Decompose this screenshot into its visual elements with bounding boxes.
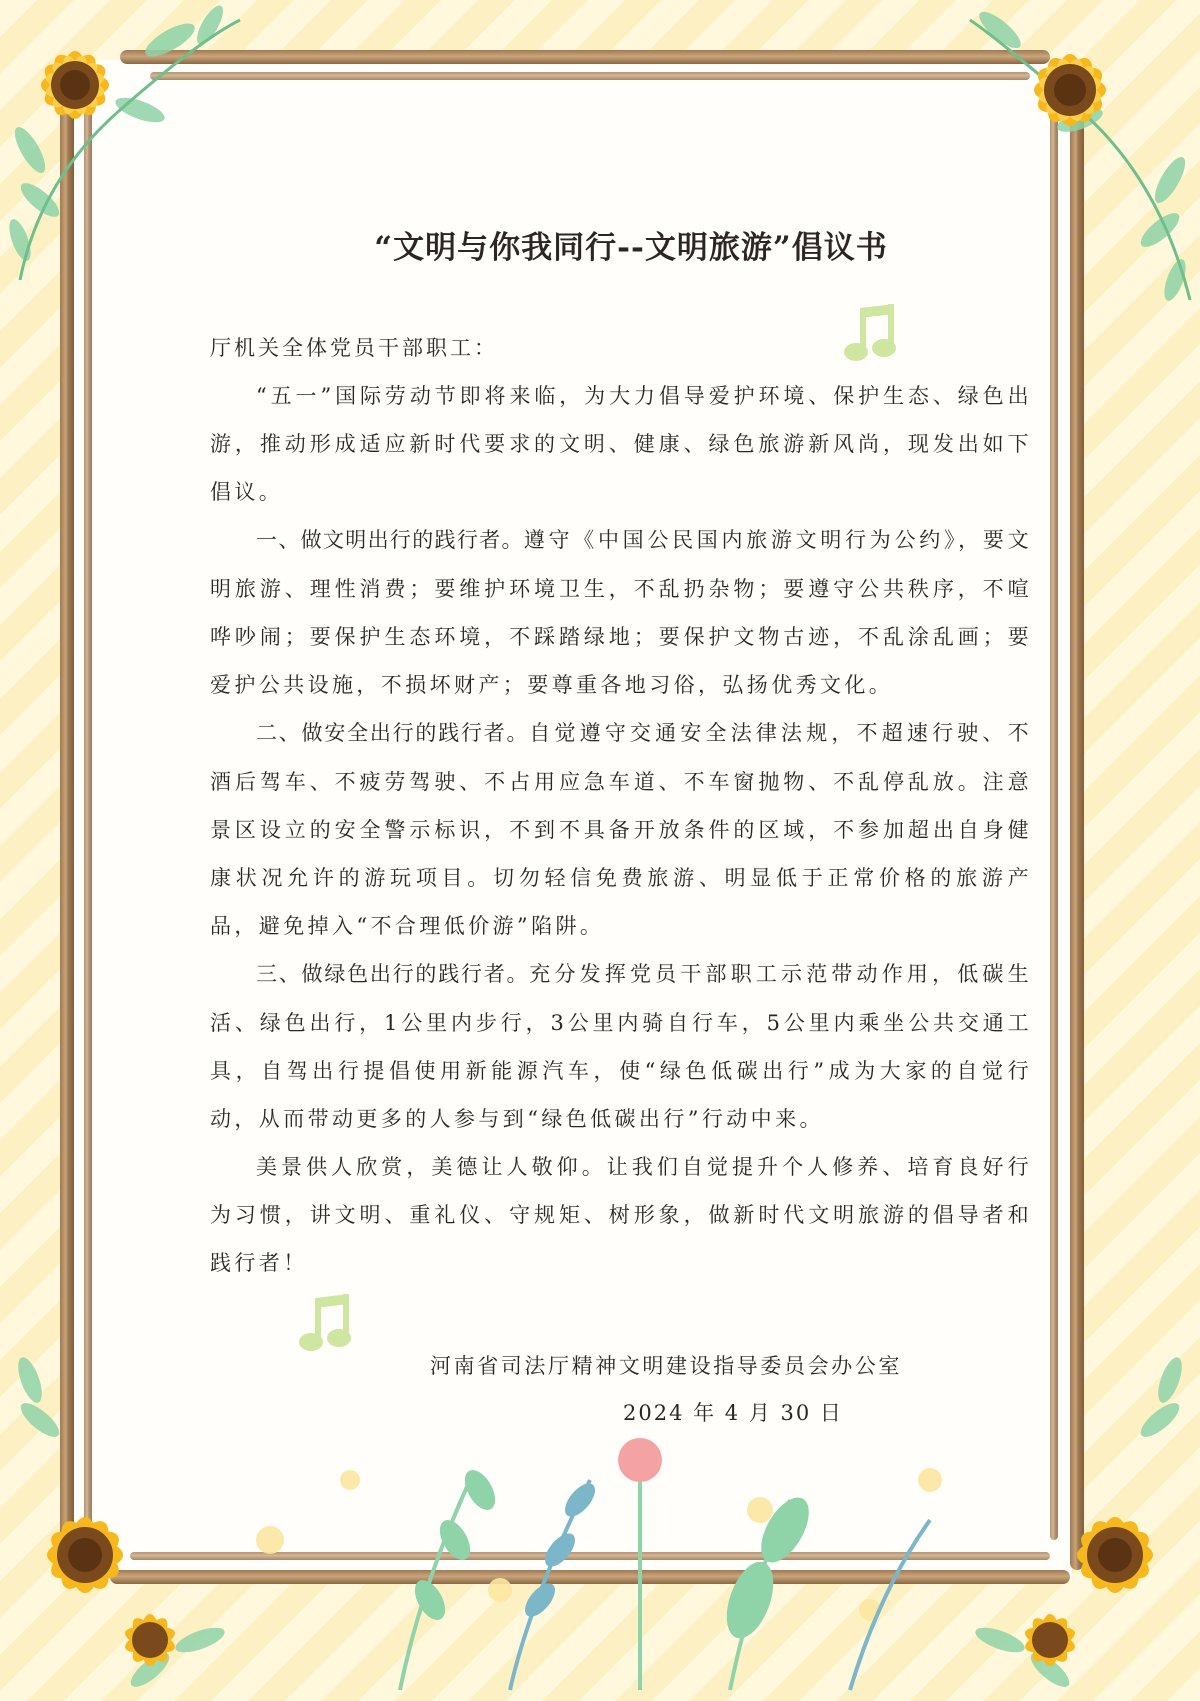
signature-date: 2024 年 4 月 30 日 <box>623 1401 843 1425</box>
frame-left-inner <box>84 110 92 1540</box>
section-heading: 一、做文明出行的践行者。 <box>256 529 524 552</box>
section-heading: 二、做安全出行的践行者。 <box>256 722 530 745</box>
section-body: 自觉遵守交通安全法律法规，不超速行驶、不酒后驾车、不疲劳驾驶、不占用应急车道、不车窗抛物、不乱停乱放。注意景区设立的安全警示标识，不到不具备开放条件的区域，不参加超出自身健康状况允许的游玩项目。切勿轻信免费旅游、明显低于正常价格的旅游产品，避免掉入“不合理低价游”陷阱。 <box>210 721 1033 938</box>
signature-organization: 河南省司法厅精神文明建设指导委员会办公室 <box>430 1354 902 1378</box>
sunflower-bottom-right-small-icon <box>1000 1590 1100 1690</box>
bottom-flower-garden-icon <box>230 1420 990 1701</box>
letter-body <box>210 222 1032 1287</box>
frame-top-inner <box>150 72 1030 80</box>
frame-right-inner <box>1050 110 1058 1540</box>
section-paragraph <box>210 950 1032 1143</box>
greeting: 厅机关全体党员干部职工： <box>210 336 498 360</box>
document-title: “文明与你我同行--文明旅游”倡议书 <box>374 230 888 266</box>
section-heading: 三、做绿色出行的践行者。 <box>256 963 530 986</box>
intro-paragraph: “五一”国际劳动节即将来临，为大力倡导爱护环境、保护生态、绿色出游，推动形成适应新时代要求的文明、健康、绿色旅游新风尚，现发出如下倡议。 <box>210 384 1032 504</box>
section-body: 遵守《中国公民国内旅游文明行为公约》，要文明旅游、理性消费；要维护环境卫生，不乱扔杂物；要遵守公共秩序，不喧哗吵闹；要保护生态环境，不踩踏绿地；要保护文物古迹，不乱涂乱画；要爱护公共设施，不损坏财产；要尊重各地习俗，弘扬优秀文化。 <box>210 528 1033 697</box>
closing-paragraph: 美景供人欣赏，美德让人敬仰。让我们自觉提升个人修养、培育良好行为习惯，讲文明、重礼仪、守规矩、树形象，做新时代文明旅游的倡导者和践行者！ <box>210 1155 1032 1275</box>
section-body: 充分发挥党员干部职工示范带动作用，低碳生活、绿色出行，1公里内步行，3公里内骑自行车，5公里内乘坐公共交通工具，自驾出行提倡使用新能源汽车，使“绿色低碳出行”成为大家的自觉行动，从而带动更多的人参与到“绿色低碳出行”行动中来。 <box>210 962 1033 1131</box>
section-paragraph <box>210 516 1032 709</box>
section-paragraph <box>210 709 1032 950</box>
music-note-icon <box>295 1290 365 1360</box>
sunflower-top-right-icon <box>1000 20 1140 160</box>
sunflower-bottom-left-small-icon <box>100 1590 200 1690</box>
sunflower-top-left-icon <box>10 20 140 150</box>
